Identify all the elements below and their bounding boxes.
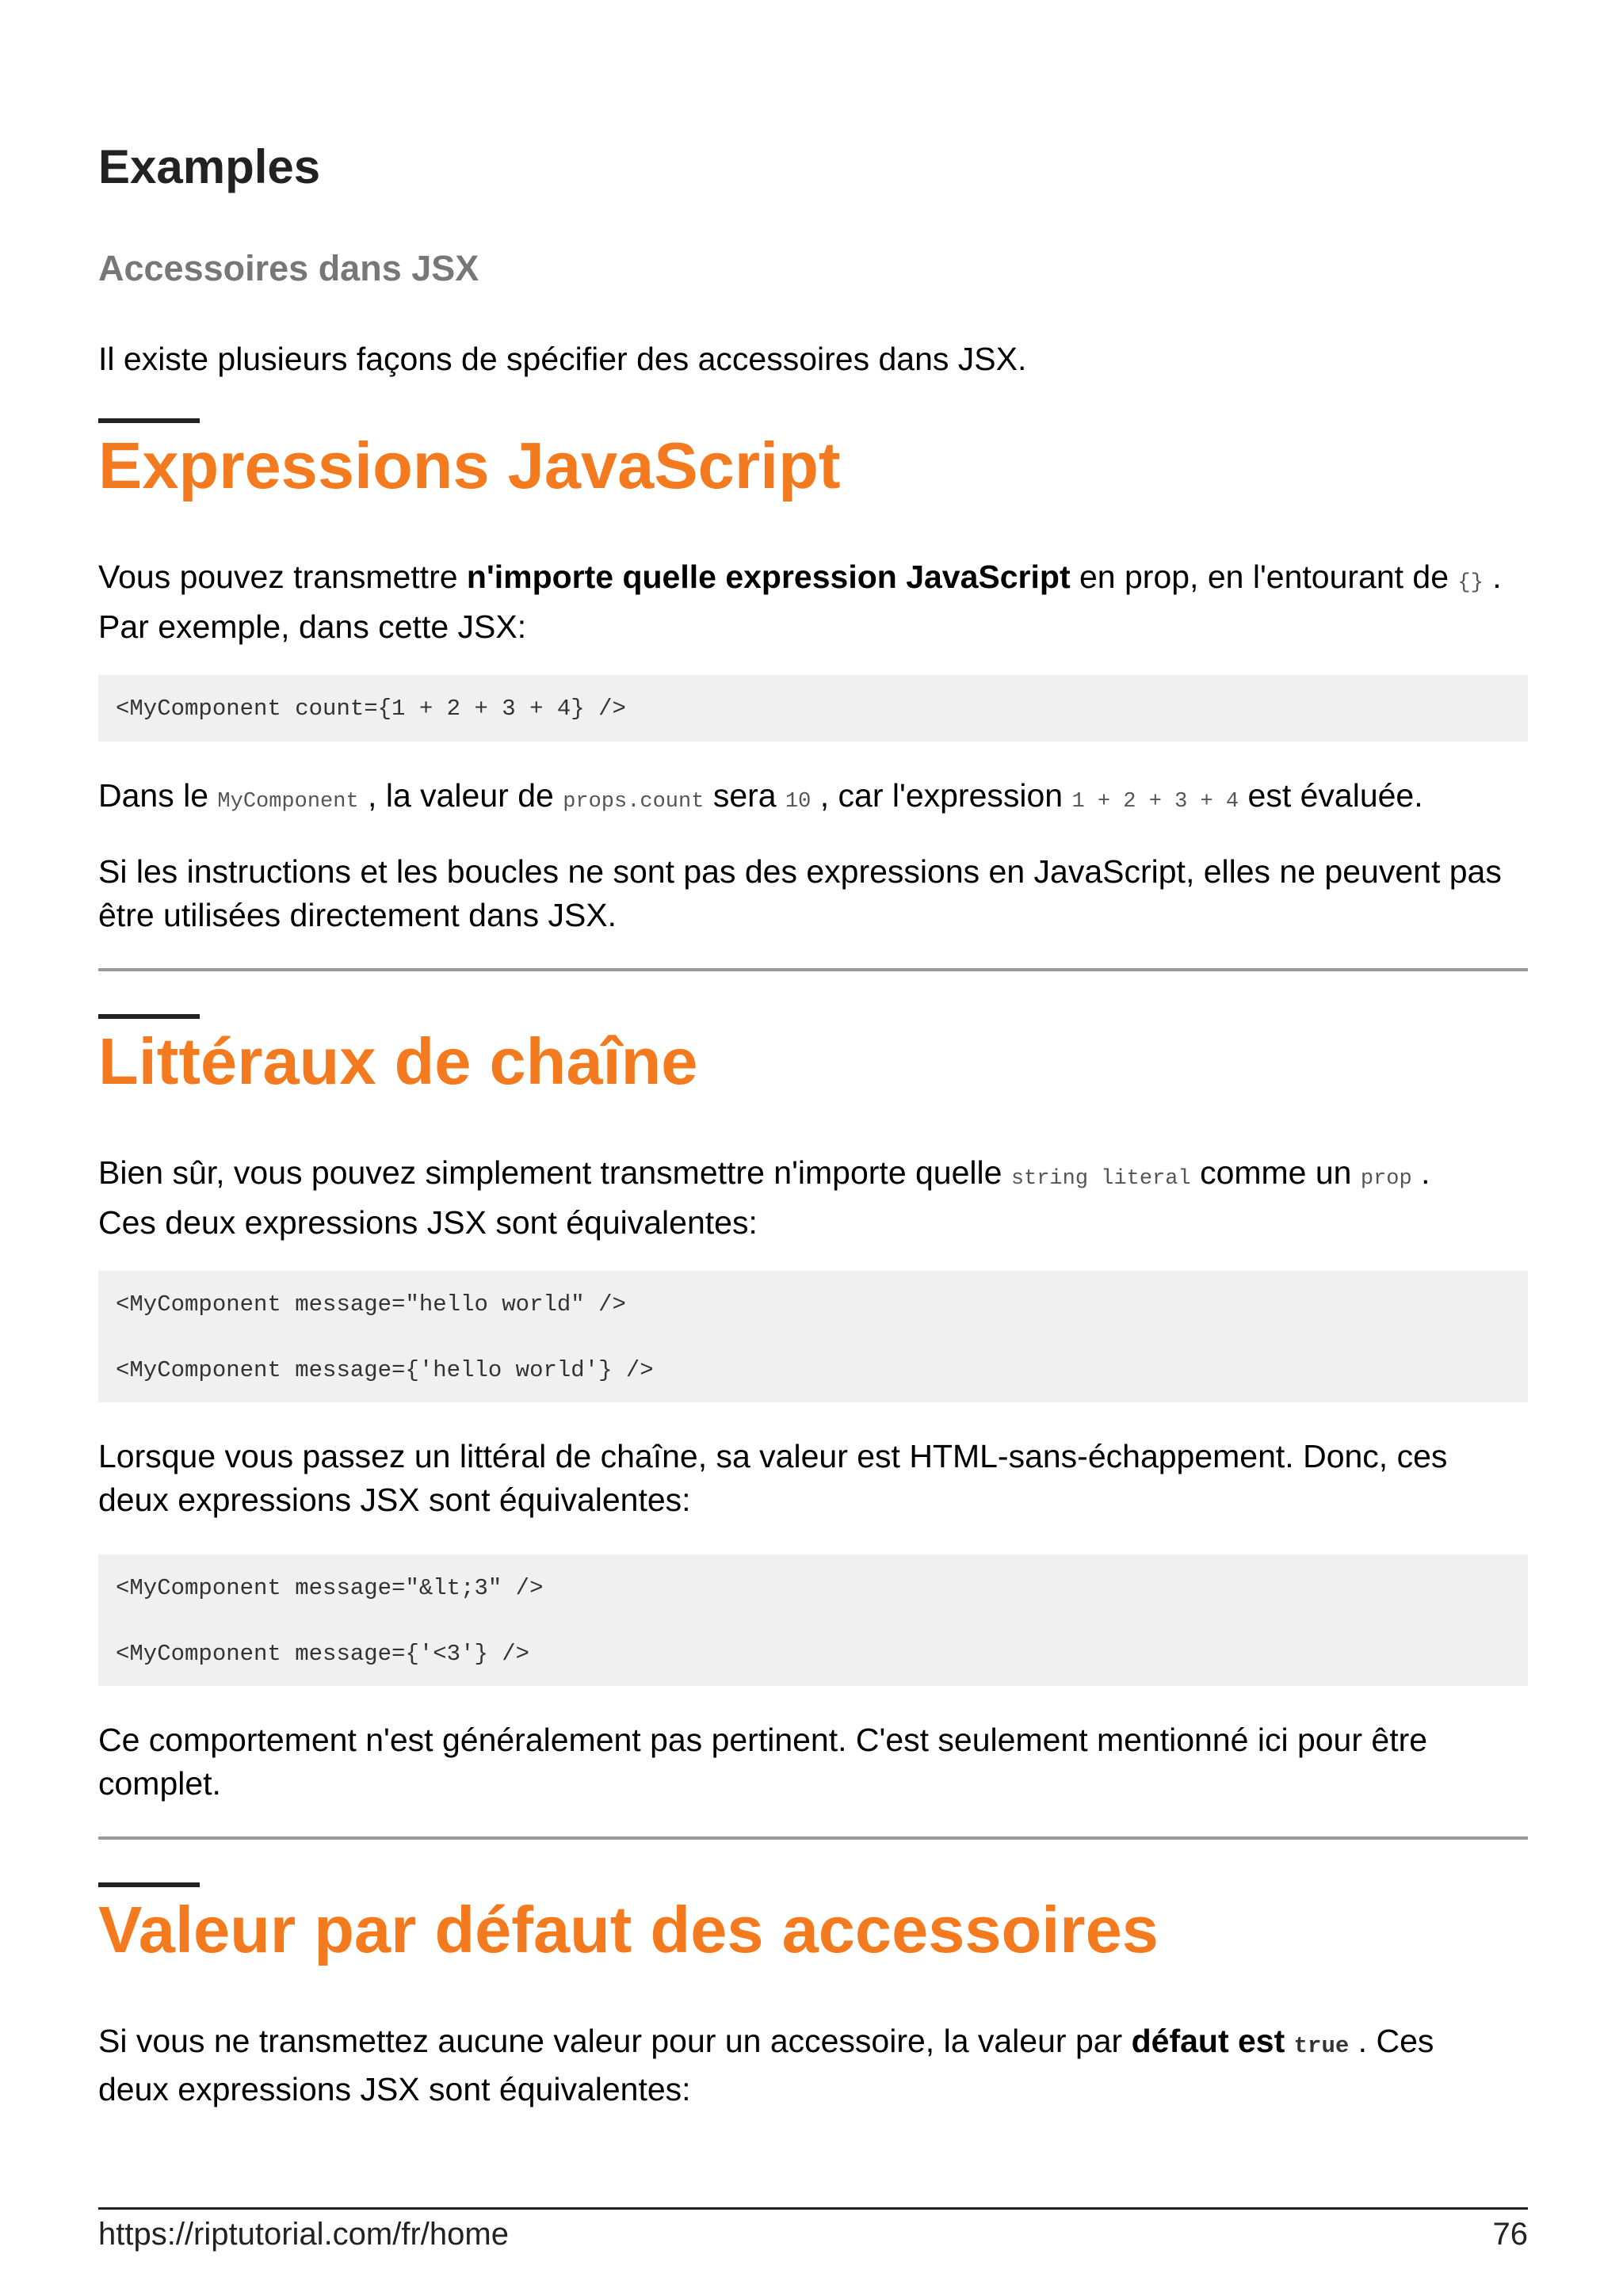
intro-paragraph: Il existe plusieurs façons de spécifier des accessoires dans JSX. bbox=[98, 341, 1027, 377]
inline-code: string literal bbox=[1010, 1167, 1191, 1191]
expressions-paragraph-1: Vous pouvez transmettre n'importe quelle expression JavaScript en prop, en l'entourant de {} . Par exemple, dans cette JSX: bbox=[98, 559, 1502, 645]
code-line: <MyComponent message="hello world" /> bbox=[116, 1291, 626, 1318]
literals-paragraph-2: Lorsque vous passez un littéral de chaîne, sa valeur est HTML-sans-échappement. Donc, ces deux expressions JSX sont équivalentes: bbox=[98, 1438, 1448, 1518]
literals-paragraph-1: Bien sûr, vous pouvez simplement transmettre n'importe quelle string literal comme un prop . Ces deux expressions JSX sont équivalentes: bbox=[98, 1154, 1430, 1241]
expressions-paragraph-2: Dans le MyComponent , la valeur de props.count sera 10 , car l'expression 1 + 2 + 3 + 4 est évaluée. bbox=[98, 777, 1423, 814]
inline-code: MyComponent bbox=[217, 790, 359, 814]
code-line: <MyComponent message={'hello world'} /> bbox=[116, 1357, 654, 1383]
inline-code: 10 bbox=[785, 790, 812, 814]
section-subheading: Accessoires dans JSX bbox=[98, 248, 479, 288]
default-paragraph-1: Si vous ne transmettez aucune valeur pour un accessoire, la valeur par défaut est true . Ces deux expressions JSX sont équivalentes: bbox=[98, 2023, 1434, 2107]
heading-accent-bar bbox=[98, 1882, 200, 1887]
code-line: <MyComponent count={1 + 2 + 3 + 4} /> bbox=[116, 696, 626, 722]
inline-code: {} bbox=[1457, 571, 1484, 595]
expressions-paragraph-3: Si les instructions et les boucles ne sont pas des expressions en JavaScript, elles ne peuvent pas être utilisées directement dans JSX. bbox=[98, 853, 1502, 933]
section-title-default-value: Valeur par défaut des accessoires bbox=[98, 1893, 1159, 1966]
code-block bbox=[98, 1554, 1528, 1686]
literals-paragraph-3: Ce comportement n'est généralement pas pertinent. C'est seulement mentionné ici pour être complet. bbox=[98, 1722, 1428, 1802]
heading-accent-bar bbox=[98, 418, 200, 423]
inline-code: 1 + 2 + 3 + 4 bbox=[1071, 790, 1239, 814]
code-block bbox=[98, 1271, 1528, 1402]
section-divider bbox=[98, 968, 1528, 971]
inline-code: props.count bbox=[563, 790, 705, 814]
inline-code: prop bbox=[1360, 1167, 1412, 1191]
heading-accent-bar bbox=[98, 1014, 200, 1019]
code-line: <MyComponent message={'<3'} /> bbox=[116, 1641, 530, 1667]
inline-code: true bbox=[1293, 2033, 1350, 2059]
footer-divider bbox=[98, 2207, 1528, 2210]
section-divider bbox=[98, 1836, 1528, 1840]
code-block bbox=[98, 675, 1528, 742]
section-title-expressions: Expressions JavaScript bbox=[98, 429, 841, 502]
footer-url-link[interactable]: https://riptutorial.com/fr/home bbox=[98, 2217, 509, 2252]
bold-phrase: défaut est bbox=[1131, 2023, 1285, 2059]
section-title-string-literals: Littéraux de chaîne bbox=[98, 1024, 698, 1098]
bold-phrase: n'importe quelle expression JavaScript bbox=[466, 559, 1071, 595]
page-number: 76 bbox=[1492, 2217, 1528, 2252]
page-heading: Examples bbox=[98, 140, 321, 193]
code-line: <MyComponent message="&lt;3" /> bbox=[116, 1575, 544, 1601]
